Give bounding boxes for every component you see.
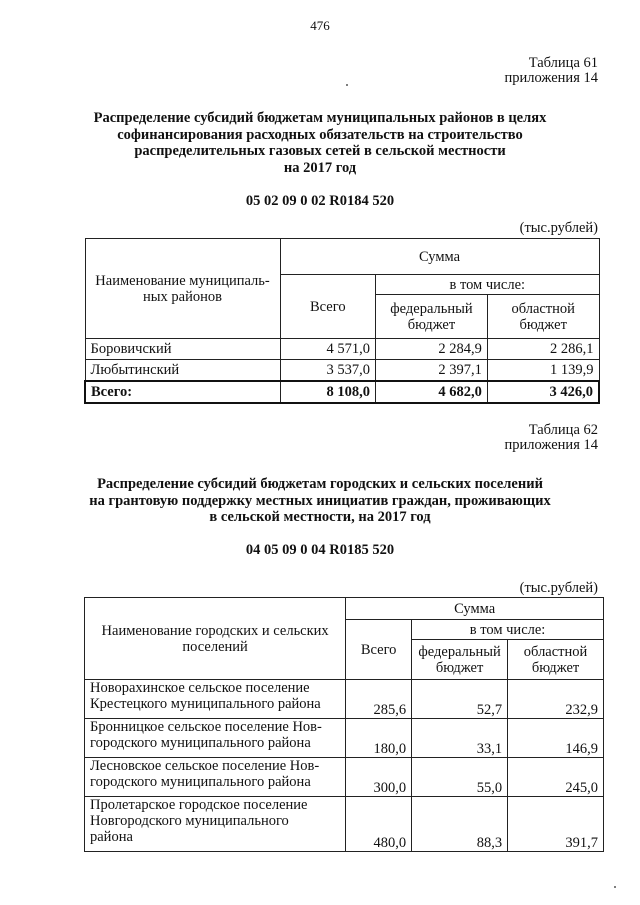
table61-ref-line2: приложения 14 — [504, 70, 598, 86]
table62 — [84, 597, 604, 852]
row-total: 300,0 — [346, 758, 412, 797]
table61-title-line: софинансирования расходных обязательств на строительство — [117, 126, 523, 143]
header-text: областной — [523, 643, 588, 660]
row-name-line: Новорахинское сельское поселение — [90, 680, 310, 696]
table62-units: (тыс.рублей) — [519, 580, 598, 596]
header-text: ных районов — [143, 288, 222, 305]
table62-title — [60, 476, 580, 526]
row-regional: 2 286,1 — [487, 339, 599, 360]
header-text: бюджет — [531, 659, 580, 676]
table61-reference — [505, 56, 598, 86]
row-name-line: Лесновское сельское поселение Нов- — [90, 758, 320, 774]
scan-speck — [614, 886, 616, 888]
table61-header-total: Всего — [280, 275, 376, 339]
header-text: областной — [511, 300, 575, 317]
row-name-line: Крестецкого муниципального района — [90, 696, 321, 712]
row-name-line: Пролетарское городское поселение — [90, 797, 308, 813]
header-text: Наименование городских и сельских — [101, 622, 329, 639]
table61-title-line: на 2017 год — [283, 159, 357, 176]
row-federal: 52,7 — [412, 680, 508, 719]
row-regional: 1 139,9 — [487, 360, 599, 381]
grand-total-regional: 3 426,0 — [487, 381, 599, 403]
table62-header-total: Всего — [346, 620, 412, 680]
row-regional: 245,0 — [508, 758, 604, 797]
row-total: 285,6 — [346, 680, 412, 719]
row-total: 480,0 — [346, 797, 412, 852]
row-name — [85, 758, 346, 797]
header-text: поселений — [182, 638, 248, 655]
table-row — [85, 360, 599, 381]
row-name-line: Бронницкое сельское поселение Нов- — [90, 719, 322, 735]
header-text: Наименование муниципаль- — [95, 272, 270, 289]
grand-total-federal: 4 682,0 — [376, 381, 488, 403]
table-row — [85, 797, 604, 852]
row-name-line: Новгородского муниципального — [90, 813, 289, 829]
table61-grand-total-row — [85, 381, 599, 403]
row-federal: 33,1 — [412, 719, 508, 758]
table62-header-sum: Сумма — [346, 598, 604, 620]
table62-title-line: Распределение субсидий бюджетам городских и сельских поселений — [97, 476, 543, 492]
table61-header-name — [85, 239, 280, 339]
table62-title-line: в сельской местности, на 2017 год — [209, 509, 431, 525]
header-text: бюджет — [519, 316, 567, 333]
table-row — [85, 758, 604, 797]
table61-title — [60, 110, 580, 176]
table61 — [84, 238, 600, 404]
row-name — [85, 680, 346, 719]
table61-header-federal — [376, 295, 488, 339]
header-text: бюджет — [407, 316, 456, 333]
header-text: бюджет — [435, 659, 484, 676]
table61-header-including: в том числе: — [376, 275, 599, 295]
row-total: 180,0 — [346, 719, 412, 758]
table61-header-sum: Сумма — [280, 239, 599, 275]
scan-speck — [346, 84, 348, 86]
row-name — [85, 719, 346, 758]
row-name-line: района — [90, 829, 133, 845]
grand-total-total: 8 108,0 — [280, 381, 376, 403]
row-total: 4 571,0 — [280, 339, 376, 360]
grand-total-label: Всего: — [85, 381, 280, 403]
table62-ref-line2: приложения 14 — [504, 437, 598, 453]
row-name: Боровичский — [85, 339, 280, 360]
table61-title-line: Распределение субсидий бюджетам муниципальных районов в целях — [93, 110, 547, 126]
row-name: Любытинский — [85, 360, 280, 381]
table61-title-line: распределительных газовых сетей в сельской местности — [134, 143, 506, 159]
table62-header-regional — [508, 640, 604, 680]
header-text: федеральный — [418, 643, 501, 660]
row-federal: 88,3 — [412, 797, 508, 852]
row-name — [85, 797, 346, 852]
row-regional: 391,7 — [508, 797, 604, 852]
table62-ref-line1: Таблица 62 — [528, 422, 598, 438]
table62-budget-code: 04 05 09 0 04 R0185 520 — [245, 542, 395, 558]
table62-header-name — [85, 598, 346, 680]
row-federal: 2 284,9 — [376, 339, 488, 360]
page-number: 476 — [310, 18, 330, 33]
row-total: 3 537,0 — [280, 360, 376, 381]
table61-budget-code: 05 02 09 0 02 R0184 520 — [245, 193, 395, 209]
header-text: федеральный — [390, 300, 473, 317]
row-federal: 55,0 — [412, 758, 508, 797]
row-regional: 232,9 — [508, 680, 604, 719]
table-row — [85, 339, 599, 360]
row-name-line: городского муниципального района — [90, 735, 311, 751]
row-federal: 2 397,1 — [376, 360, 488, 381]
table61-header-regional — [487, 295, 599, 339]
table61-ref-line1: Таблица 61 — [528, 55, 598, 71]
table62-reference — [505, 423, 598, 453]
table-row — [85, 680, 604, 719]
table61-units: (тыс.рублей) — [519, 220, 598, 236]
table-row — [85, 719, 604, 758]
row-regional: 146,9 — [508, 719, 604, 758]
row-name-line: городского муниципального района — [90, 774, 311, 790]
table62-header-federal — [412, 640, 508, 680]
table62-header-including: в том числе: — [412, 620, 604, 640]
table62-title-line: на грантовую поддержку местных инициатив граждан, проживающих — [89, 492, 551, 509]
